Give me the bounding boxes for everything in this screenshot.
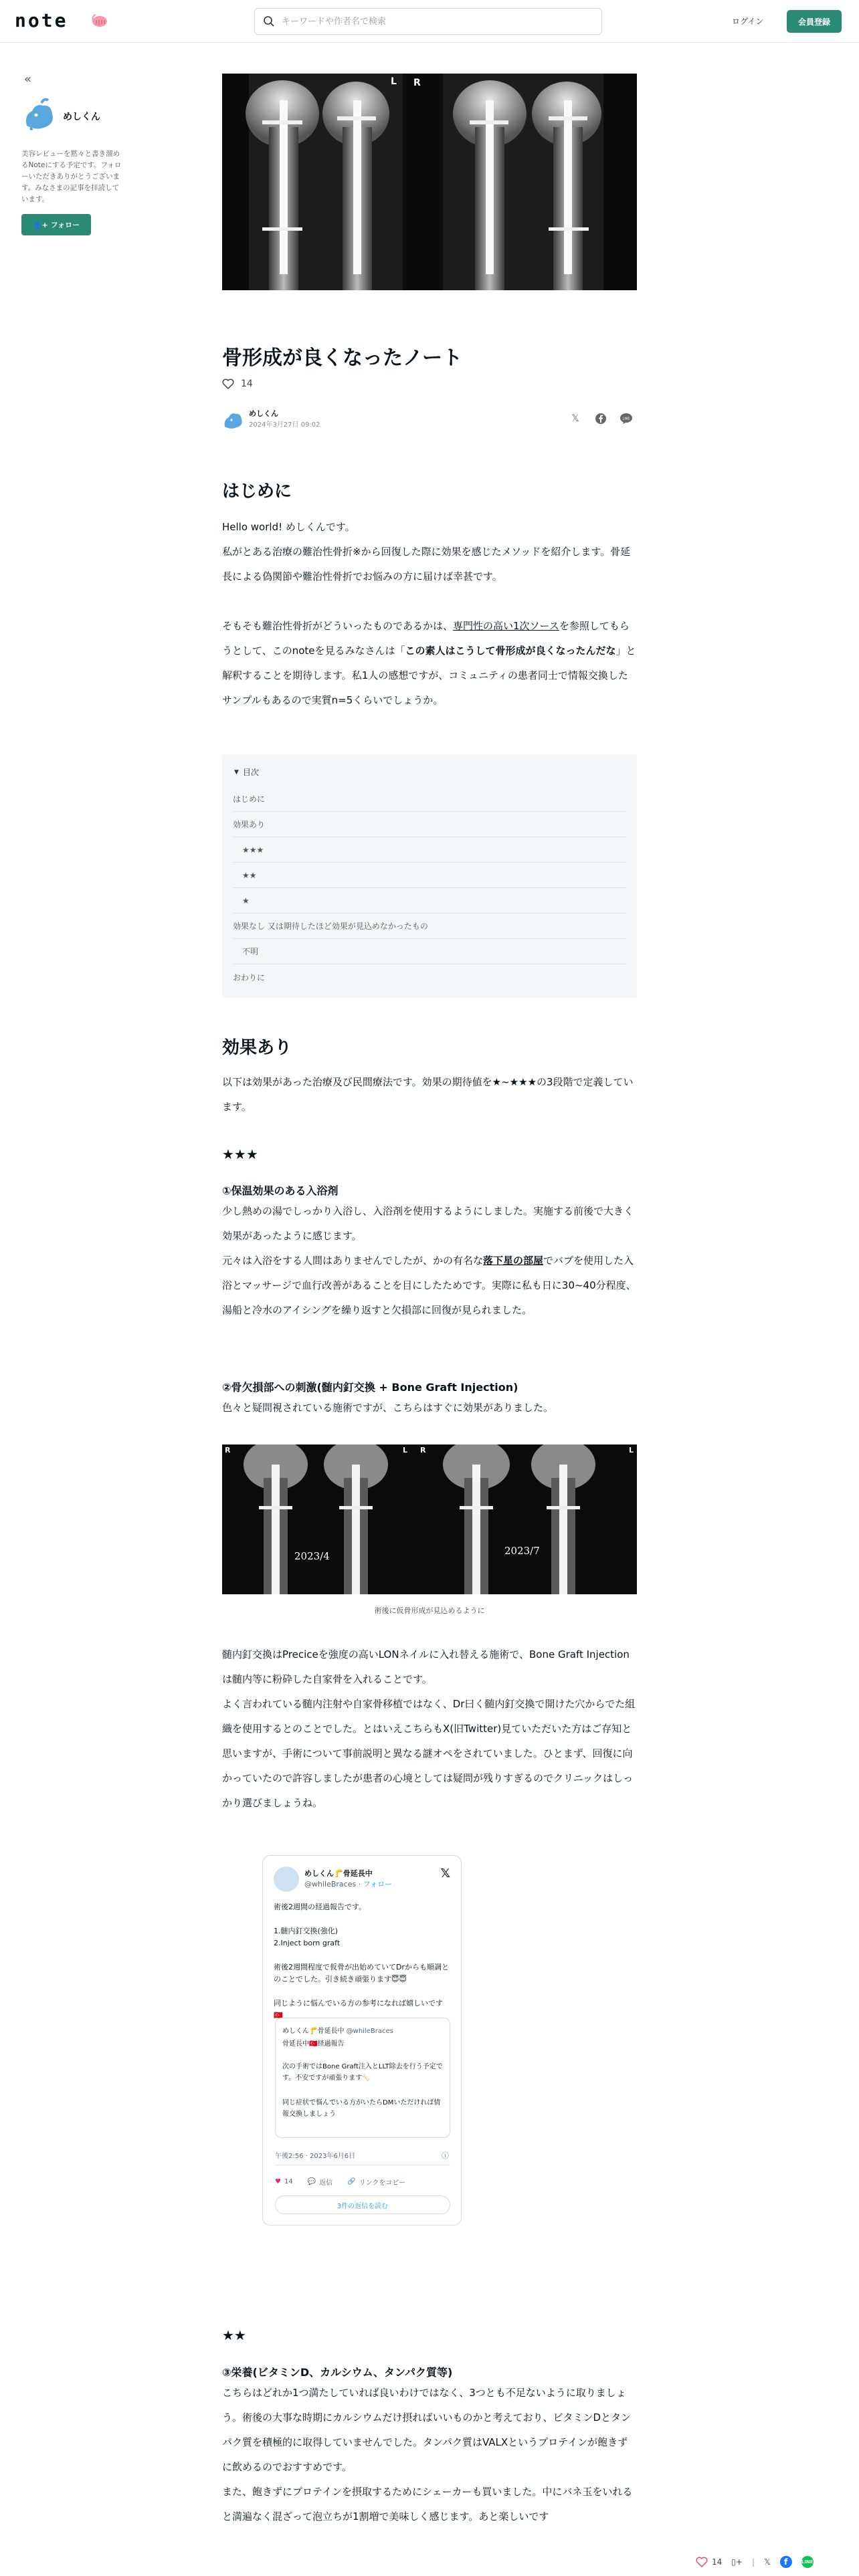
creator-avatar[interactable]: [21, 96, 58, 132]
intro-p3-emphasis: この素人はこうして骨形成が良くなったんだな: [405, 645, 616, 657]
tweet-copy-label: リンクをコピー: [359, 2179, 406, 2187]
login-link[interactable]: ログイン: [732, 17, 764, 26]
reply-bubble-icon: 💬: [307, 2178, 316, 2185]
share-menu-icon[interactable]: |: [751, 2557, 755, 2567]
x-share-icon[interactable]: 𝕏: [764, 2557, 771, 2567]
xray-marker-2: L: [403, 1446, 408, 1455]
svg-text:LINE: LINE: [622, 417, 630, 421]
quoted-tweet[interactable]: [275, 2018, 450, 2138]
like-count: 14: [241, 379, 253, 389]
facebook-share-icon[interactable]: f: [780, 2556, 792, 2568]
search-box[interactable]: [254, 8, 602, 35]
follow-label: フォロー: [50, 221, 80, 229]
toc-item-effective[interactable]: 効果あり: [233, 812, 626, 837]
info-icon[interactable]: ⓘ: [442, 2151, 449, 2160]
tweet-author-name[interactable]: めしくん🦵骨延長中: [304, 1869, 373, 1878]
item3-p2: また、飽きずにプロテインを摂取するためにシェーカーも買いました。中にバネ玉をいれると満遍なく混ざって泡立ちが1割増で美味しく感じます。あと楽しいです: [222, 2486, 633, 2523]
tweet-text-1: 術後2週間の経過報告です。: [274, 1903, 367, 1911]
creator-bio: 美容レビューを黙々と書き溜めるNoteにする予定です。フォローいただきありがとうございます。みなさまの記事を拝読しています。: [21, 150, 122, 203]
item1-p2: [222, 1249, 637, 1323]
quote-line-1: 骨延長中🇹🇷経過報告: [282, 2040, 345, 2048]
site-header: [0, 0, 859, 43]
primary-source-link[interactable]: 専門性の高い1次ソース: [453, 620, 559, 632]
embedded-tweet[interactable]: [262, 1855, 462, 2226]
item1-p2-text-a: 元々は入浴をする人間はありませんでしたが、かの有名な: [222, 1255, 484, 1267]
like-row: [222, 379, 253, 389]
toc-item-stars1[interactable]: ★: [233, 888, 626, 914]
bottom-like-count: 14: [712, 2557, 723, 2567]
tweet-reply-label: 返信: [319, 2179, 333, 2187]
xray-date-1: 2023/4: [294, 1550, 330, 1562]
note-logo[interactable]: note: [15, 9, 68, 31]
x-logo-icon[interactable]: 𝕏: [440, 1866, 450, 1881]
x-icon[interactable]: 𝕏: [571, 413, 579, 424]
item2-title: ②骨欠損部への刺激(髄内釘交換 + Bone Graft Injection): [222, 1381, 518, 1394]
toc-item-stars3[interactable]: ★★★: [233, 837, 626, 863]
author-row: [222, 408, 637, 437]
tweet-text-2: 術後2週間程度で仮骨が出始めていてDrからも順調とのことでした。引き続き頑張ります😇😇: [274, 1963, 449, 1983]
tweet-like-count: 14: [284, 2178, 293, 2185]
intro-p3: [222, 614, 637, 713]
xray-marker-3: R: [420, 1446, 426, 1455]
heading-stars2: ★★: [222, 2327, 246, 2343]
bottom-action-bar: [696, 2556, 814, 2568]
facebook-icon[interactable]: [594, 412, 607, 425]
intro-p2: 私がとある治療の難治性骨折※から回復した際に効果を感じたメソッドを紹介します。骨延長による偽関節や難治性骨折でお悩みの方に届けば幸甚です。: [222, 546, 631, 582]
tweet-reply[interactable]: [308, 2177, 332, 2187]
xray-comparison-image: [222, 1444, 637, 1594]
toc-item-not-effective[interactable]: 効果なし 又は期待したほど効果が見込めなかったもの: [233, 914, 626, 939]
article-title: 骨形成が良くなったノート: [222, 346, 463, 370]
magazine-add-icon[interactable]: ▯+: [731, 2557, 743, 2567]
item2-p1: 色々と疑問視されている施術ですが、こちらはすぐに効果がありました。: [222, 1402, 554, 1414]
tweet-list-2: 2.Inject born graft: [274, 1939, 341, 1947]
article: [222, 74, 637, 2523]
item3-title: ③栄養(ビタミンD、カルシウム、タンパク質等): [222, 2366, 453, 2379]
heart-icon[interactable]: [222, 379, 234, 389]
tweet-text-3: 同じように悩んでいる方の参考になれば嬉しいです🇹🇷: [274, 1999, 443, 2020]
intro-p3-text-c: 」と解釈することを期待します。私1人の感想ですが、コミュニティの患者同士で情報交換したサンプルもあるので実質n=5くらいでしょうか。: [222, 645, 636, 706]
quote-line-2: 次の手術ではBone Graft注入とLLT除去を行う予定です。不安ですが頑張ります🦴: [282, 2063, 443, 2082]
author-avatar[interactable]: [222, 408, 245, 431]
tweet-copy-link[interactable]: [347, 2177, 405, 2187]
search-input[interactable]: [282, 14, 589, 29]
item1-p2-link[interactable]: 落下星の部屋: [483, 1255, 544, 1267]
xray-marker-r: R: [413, 78, 421, 88]
share-icons: [569, 412, 633, 425]
effective-p1: 以下は効果があった治療及び民間療法です。効果の期待値を★~★★★の3段階で定義しています。: [222, 1076, 634, 1113]
heart-filled-icon: ♥: [275, 2178, 281, 2185]
mascot-icon: [90, 12, 109, 28]
xray-marker-1: R: [225, 1446, 231, 1455]
item1-p1: 少し熱めの湯でしっかり入浴し、入浴剤を使用するようにしました。実施する前後で大きく効果があったように感じます。: [222, 1205, 634, 1242]
heart-icon: [696, 2557, 708, 2567]
link-icon: 🔗: [347, 2178, 356, 2185]
toc-item-intro[interactable]: はじめに: [233, 786, 626, 812]
toc-item-unknown[interactable]: 不明: [233, 939, 626, 964]
read-replies-button[interactable]: 3件の返信を読む: [275, 2195, 450, 2214]
quote-handle: @whileBraces: [346, 2028, 393, 2035]
tweet-list-1: 1.髄内釘交換(強化): [274, 1927, 339, 1935]
image-caption: 術後に仮骨形成が見込めるように: [374, 1606, 485, 1615]
publish-date: 2024年3月27日 09:02: [249, 421, 320, 429]
item2-p3: よく言われている髄内注射や自家骨移植ではなく、Dr曰く髄内釘交換で開けた穴からでた組織を使用するとのことでした。とはいえこちらもX(旧Twitter)見ていただいた方はご存知と思いますが、手術について事前説明と異なる謎オペをされていました。ひとまず、回復に向かっていたので許容しましたが患者の心境としては疑問が残りすぎるのでクリニックはしっかり選びましょうね。: [222, 1698, 636, 1809]
xray-comparison-illustration: [222, 1444, 637, 1594]
line-share-icon[interactable]: LINE: [801, 2556, 814, 2568]
intro-p3-text-b: を参照してもらうとして、このnoteを見るみなさんは「: [222, 620, 630, 657]
xray-marker-4: L: [629, 1446, 634, 1455]
intro-p1: Hello world! めしくんです。: [222, 521, 355, 533]
toc-header[interactable]: [234, 766, 259, 778]
tweet-avatar[interactable]: [274, 1866, 299, 1892]
quote-line-3: 同じ症状で悩んでいる方がいたらDMいただければ情報交換しましょう: [282, 2099, 441, 2118]
tweet-like[interactable]: [275, 2178, 293, 2185]
search-icon: [263, 15, 275, 27]
tweet-follow-link[interactable]: フォロー: [363, 1880, 393, 1889]
tweet-handle[interactable]: @whileBraces: [304, 1880, 357, 1889]
tweet-handle-row: @whileBraces · フォロー: [304, 1880, 393, 1889]
table-of-contents: [222, 754, 637, 998]
intro-p3-text-a: そもそも難治性骨折がどういったものであるかは、: [222, 620, 454, 632]
hero-xray-image: [222, 74, 637, 290]
heading-intro: はじめに: [222, 481, 292, 502]
item1-title: ①保温効果のある入浴剤: [222, 1184, 339, 1197]
signup-button[interactable]: 会員登録: [787, 10, 842, 33]
quote-author-name: めしくん🦵骨延長中: [282, 2028, 345, 2035]
bottom-like[interactable]: [696, 2557, 722, 2567]
tweet-time[interactable]: 午後2:56 · 2023年6月6日: [275, 2153, 356, 2160]
double-chevron-left-icon[interactable]: «: [24, 72, 32, 86]
xray-illustration: [222, 74, 637, 290]
xray-date-2: 2023/7: [504, 1545, 540, 1557]
toc-item-closing[interactable]: おわりに: [233, 972, 266, 982]
author-name[interactable]: めしくん: [249, 409, 278, 418]
tweet-actions: [275, 2177, 405, 2187]
user-plus-icon: 👤+: [32, 220, 48, 229]
heading-effective: 効果あり: [222, 1038, 292, 1058]
xray-marker-l: L: [391, 76, 397, 87]
follow-button[interactable]: [21, 214, 91, 235]
line-icon[interactable]: [619, 412, 633, 425]
creator-name[interactable]: めしくん: [63, 112, 100, 122]
caret-down-icon: ▼: [234, 768, 239, 776]
item2-p2: 髄内釘交換はPreciceを強度の高いLONネイルに入れ替える施術で、Bone Graft Injectionは髄内等に粉砕した自家骨を入れることです。: [222, 1648, 630, 1685]
item3-p1: こちらはどれか1つ満たしていれば良いわけではなく、3つとも不足ないように取りましょう。術後の大事な時期にカルシウムだけ摂ればいいものかと考えており、ビタミンDとタンパク質を積極的に取得していませんでした。タンパク質はVALXというプロテインが飽きずに飲めるのでおすすめです。: [222, 2387, 632, 2473]
item1-p2-text-b: でバブを使用した入浴とマッサージで血行改善があることを目にしたためです。実際に私も日に30~40分程度、湯船と冷水のアイシングを繰り返すと欠損部に回復が見られました。: [222, 1255, 636, 1316]
quote-author-row: [282, 2025, 393, 2035]
heading-stars3: ★★★: [222, 1146, 258, 1162]
toc-label: 目次: [242, 768, 259, 777]
toc-item-stars2[interactable]: ★★: [233, 863, 626, 888]
